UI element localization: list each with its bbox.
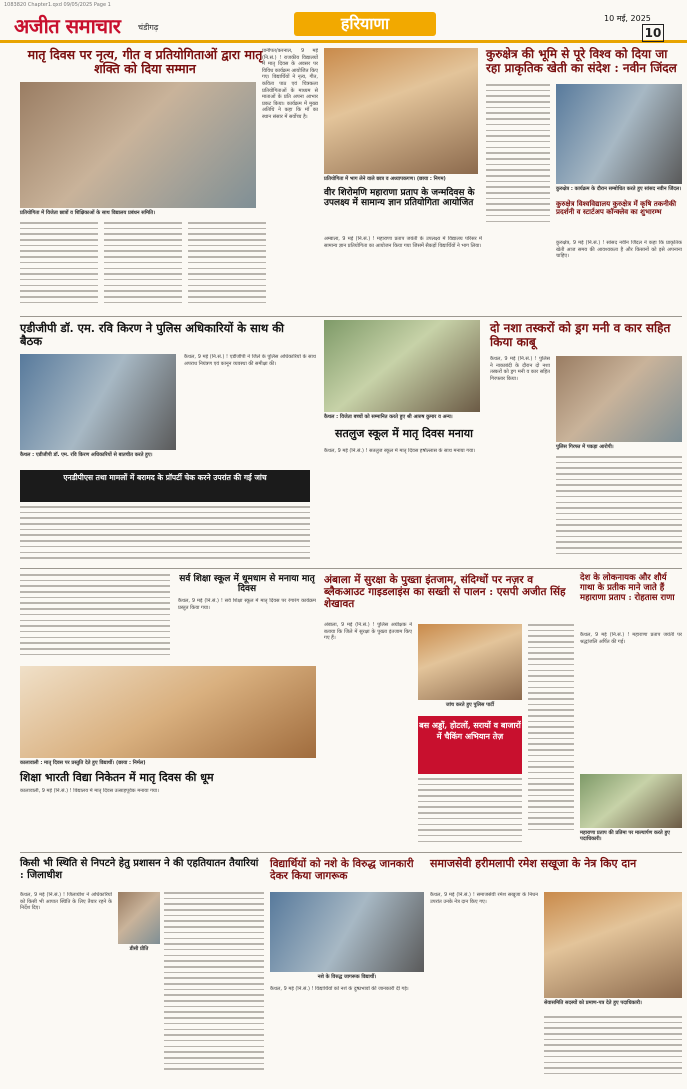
headline-satluj-school: सतलुज स्कूल में मातृ दिवस मनाया <box>335 427 473 440</box>
caption-dc: डीसी प्रीति <box>129 946 149 952</box>
body-maharana-pratap: कैथल, 9 मई (नि.सं.) ! महाराणा प्रताप जयंती पर श्रद्धांजलि अर्पित की गई। <box>580 632 682 645</box>
text-adgp-meeting <box>20 506 310 566</box>
body-eye-donation: कैथल, 9 मई (नि.सं.) ! समाजसेवी रमेश सखूजा के निधन उपरांत उनके नेत्र दान किए गए। <box>430 892 538 905</box>
text-natural-farming <box>486 84 550 234</box>
body-drug-peddlers: कैथल, 9 मई (नि.सं.) ! पुलिस ने नाकाबंदी के दौरान दो नशा तस्करों को ड्रग मनी व कार सहित गिरफ्तार किया। <box>490 356 550 382</box>
caption-maharana-quiz: प्रतियोगिता में भाग लेने वाले छात्र व अध्यापकगण। (छाया : निगम) <box>324 176 446 182</box>
newspaper-brand: अजीत समाचार <box>14 14 121 38</box>
text-mothers-day <box>20 222 98 312</box>
headline-natural-farming: कुरुक्षेत्र की भूमि से पूरे विश्व को दिया जा रहा प्राकृतिक खेती का संदेश : नवीन जिंदल <box>486 47 677 75</box>
caption-eye-donation: सेवासमिति सदस्यों को प्रमाण-पत्र देते हुए पदाधिकारी। <box>544 1000 642 1006</box>
body-dc-preparations: कैथल, 9 मई (नि.सं.) ! जिलाधीश ने अधिकारियों को किसी भी आपात स्थिति के लिए तैयार रहने के निर्देश दिए। <box>20 892 112 912</box>
body-ambala-security: अंबाला, 9 मई (नि.सं.) ! पुलिस अधीक्षक ने बताया कि जिले में सुरक्षा के पुख्ता इंतजाम किए गए हैं। <box>324 622 412 642</box>
text-eye-donation <box>544 1016 682 1082</box>
body-anti-drug: कैथल, 9 मई (नि.सं.) ! विद्यार्थियों को नशे के दुष्प्रभावों की जानकारी दी गई। <box>270 986 409 992</box>
headline-anti-drug: विद्यार्थियों को नशे के विरुद्ध जानकारी देकर किया जागरूक <box>270 858 414 883</box>
rule-1 <box>20 316 682 317</box>
caption-shiksha-bharti: कालावाली : मातृ दिवस पर प्रस्तुति देते हुए विद्यार्थी। (छाया : निर्मल) <box>20 760 146 766</box>
issue-date: 10 मई, 2025 <box>604 14 651 23</box>
subhead-adgp-meeting: एनडीपीएस तथा मामलों में बरामद के प्रॉपर्टी चेक करने उपरांत की गई जांच <box>20 470 310 502</box>
photo-eye-donation <box>544 892 682 998</box>
photo-maharana-pratap <box>580 774 682 828</box>
photo-maharana-quiz <box>324 48 478 174</box>
body-maharana-quiz: अम्बाला, 9 मई (नि.सं.) ! महाराणा प्रताप जयंती के उपलक्ष्य में विद्यालय परिसर में सामान्य ज्ञान प्रतियोगिता का आयोजन किया गया जिसमें सैकड़ों विद्यार्थियों ने भाग लिया। <box>324 236 482 249</box>
text-dc-preparations <box>164 892 264 1082</box>
photo-shiksha-bharti <box>20 666 316 758</box>
caption-ambala-security: जांच करते हुए पुलिस पार्टी <box>445 702 495 708</box>
headline-maharana-pratap: देश के लोकनायक और शौर्य गाथा के प्रतीक माने जाते हैं महाराणा प्रताप : रोहतास राणा <box>580 573 675 603</box>
page-number: 10 <box>642 24 664 42</box>
caption-natural-farming: कुरुक्षेत्र : कार्यक्रम के दौरान सम्बोधित करते हुए सांसद नवीन जिंदल। <box>556 186 682 192</box>
caption-satluj-school: कैथल : विजेता बच्चों को सम्मानित करते हुए श्री आरुष कुमार व अन्य। <box>324 414 453 420</box>
edition-city: चंडीगढ़ <box>138 23 159 32</box>
text-ambala-security-col3 <box>528 624 574 848</box>
photo-drug-peddlers <box>556 356 682 442</box>
headline-maharana-quiz: वीर शिरोमणि महाराणा प्रताप के जन्मदिवस के उपलक्ष्य में सामान्य ज्ञान प्रतियोगिता आयोजित <box>324 188 475 209</box>
subhead-ambala-security: बस अड्डों, होटलों, सरायों व बाजारों में चैकिंग अभियान तेज़ <box>418 716 522 774</box>
photo-ambala-security <box>418 624 522 700</box>
photo-mothers-day <box>20 82 256 208</box>
masthead <box>0 10 687 43</box>
caption-drug-peddlers: पुलिस गिरफ्त में पकड़ा आरोपी। <box>556 444 614 450</box>
headline-shiksha-bharti: शिक्षा भारती विद्या निकेतन में मातृ दिवस की धूम <box>20 771 214 784</box>
body-adgp-meeting: कैथल, 9 मई (नि.सं.) ! एडीजीपी ने जिले के पुलिस अधिकारियों के साथ अपराध नियंत्रण एवं कानून व्यवस्था की समीक्षा की। <box>184 354 316 367</box>
body-satluj-school: कैथल, 9 मई (नि.सं.) ! सतलुज स्कूल में मातृ दिवस हर्षोल्लास के साथ मनाया गया। <box>324 448 476 454</box>
caption-anti-drug: नशे के विरुद्ध जागरूक विद्यार्थी। <box>317 974 377 980</box>
section-banner: हरियाणा <box>294 12 436 36</box>
body-sarv-shiksha: कैथल, 9 मई (नि.सं.) ! सर्व शिक्षा स्कूल में मातृ दिवस पर रंगारंग कार्यक्रम प्रस्तुत किया गया। <box>178 598 316 611</box>
headline-dc-preparations: किसी भी स्थिति से निपटने हेतु प्रशासन ने की एहतियातन तैयारियां : जिलाधीश <box>20 858 259 881</box>
caption-mothers-day: प्रतियोगिता में विजेता छात्रों व शिक्षिकाओं के साथ विद्यालय प्रबंधन समिति। <box>20 210 155 216</box>
photo-natural-farming <box>556 84 682 184</box>
photo-adgp-meeting <box>20 354 176 450</box>
photo-satluj-school <box>324 320 480 412</box>
rule-3 <box>20 852 682 853</box>
text-left-column <box>20 574 170 662</box>
body-natural-farming: कुरुक्षेत्र, 9 मई (नि.सं.) ! सांसद नवीन जिंदल ने कहा कि प्राकृतिक खेती आज समय की आवश्यकता है और किसानों को इसे अपनाना चाहिए। <box>556 240 682 260</box>
text-drug-peddlers <box>556 456 682 564</box>
print-slug: 1083820 Chapter1.qxd 09/05/2025 Page 1 <box>4 2 111 8</box>
headline-adgp-meeting: एडीजीपी डॉ. एम. रवि किरण ने पुलिस अधिकारियों के साथ की बैठक <box>20 321 285 349</box>
headline-sarv-shiksha: सर्व शिक्षा स्कूल में धूमधाम से मनाया मातृ दिवस <box>179 574 315 595</box>
body-mothers-day: पानीपत/करनाल, 9 मई (नि.सं.) ! राजकीय विद्यालयों में मातृ दिवस के अवसर पर विविध कार्यक्रम आयोजित किए गए। विद्यार्थियों ने नृत्य, गीत, कविता पाठ एवं चित्रकला प्रतियोगिताओं के माध्यम से माताओं के प्रति अपना आभार प्रकट किया। कार्यक्रम में मुख्य अतिथि ने कहा कि माँ का स्थान संसार में सर्वोच्च है। <box>262 48 318 120</box>
caption-adgp-meeting: कैथल : एडीजीपी डॉ. एम. रवि किरण अधिकारियों से बातचीत करते हुए। <box>20 452 153 458</box>
headline-eye-donation: समाजसेवी हरीमलापी रमेश सखूजा के नेत्र किए दान <box>430 857 637 870</box>
rule-2 <box>20 568 682 569</box>
subhead-natural-farming: कुरुक्षेत्र विश्वविद्यालय कुरुक्षेत्र में कृषि तकनीकी प्रदर्शनी व स्टार्टअप कॉन्क्लेव का शुभारम्भ <box>556 200 677 217</box>
headline-mothers-day: मातृ दिवस पर नृत्य, गीत व प्रतियोगिताओं द्वारा मातृ शक्ति को दिया सम्मान <box>27 47 263 77</box>
text-ambala-security <box>418 778 522 848</box>
body-shiksha-bharti: कालावाली, 9 मई (नि.सं.) ! विद्यालय में मातृ दिवस उत्साहपूर्वक मनाया गया। <box>20 788 159 794</box>
text-mothers-day-col2 <box>104 222 182 312</box>
caption-maharana-pratap: महाराणा प्रताप की प्रतिमा पर माल्यार्पण करते हुए पदाधिकारी। <box>580 830 670 842</box>
headline-ambala-security: अंबाला में सुरक्षा के पुख्ता इंतजाम, संदिग्धों पर नज़र व ब्लैकआउट गाइडलाइंस का सख्ती से पालन : एसपी अजीत सिंह शेखावत <box>324 574 566 611</box>
photo-dc <box>118 892 160 944</box>
photo-anti-drug <box>270 892 424 972</box>
headline-drug-peddlers: दो नशा तस्करों को ड्रग मनी व कार सहित किया काबू <box>490 321 671 349</box>
text-mothers-day-col3 <box>188 222 266 312</box>
